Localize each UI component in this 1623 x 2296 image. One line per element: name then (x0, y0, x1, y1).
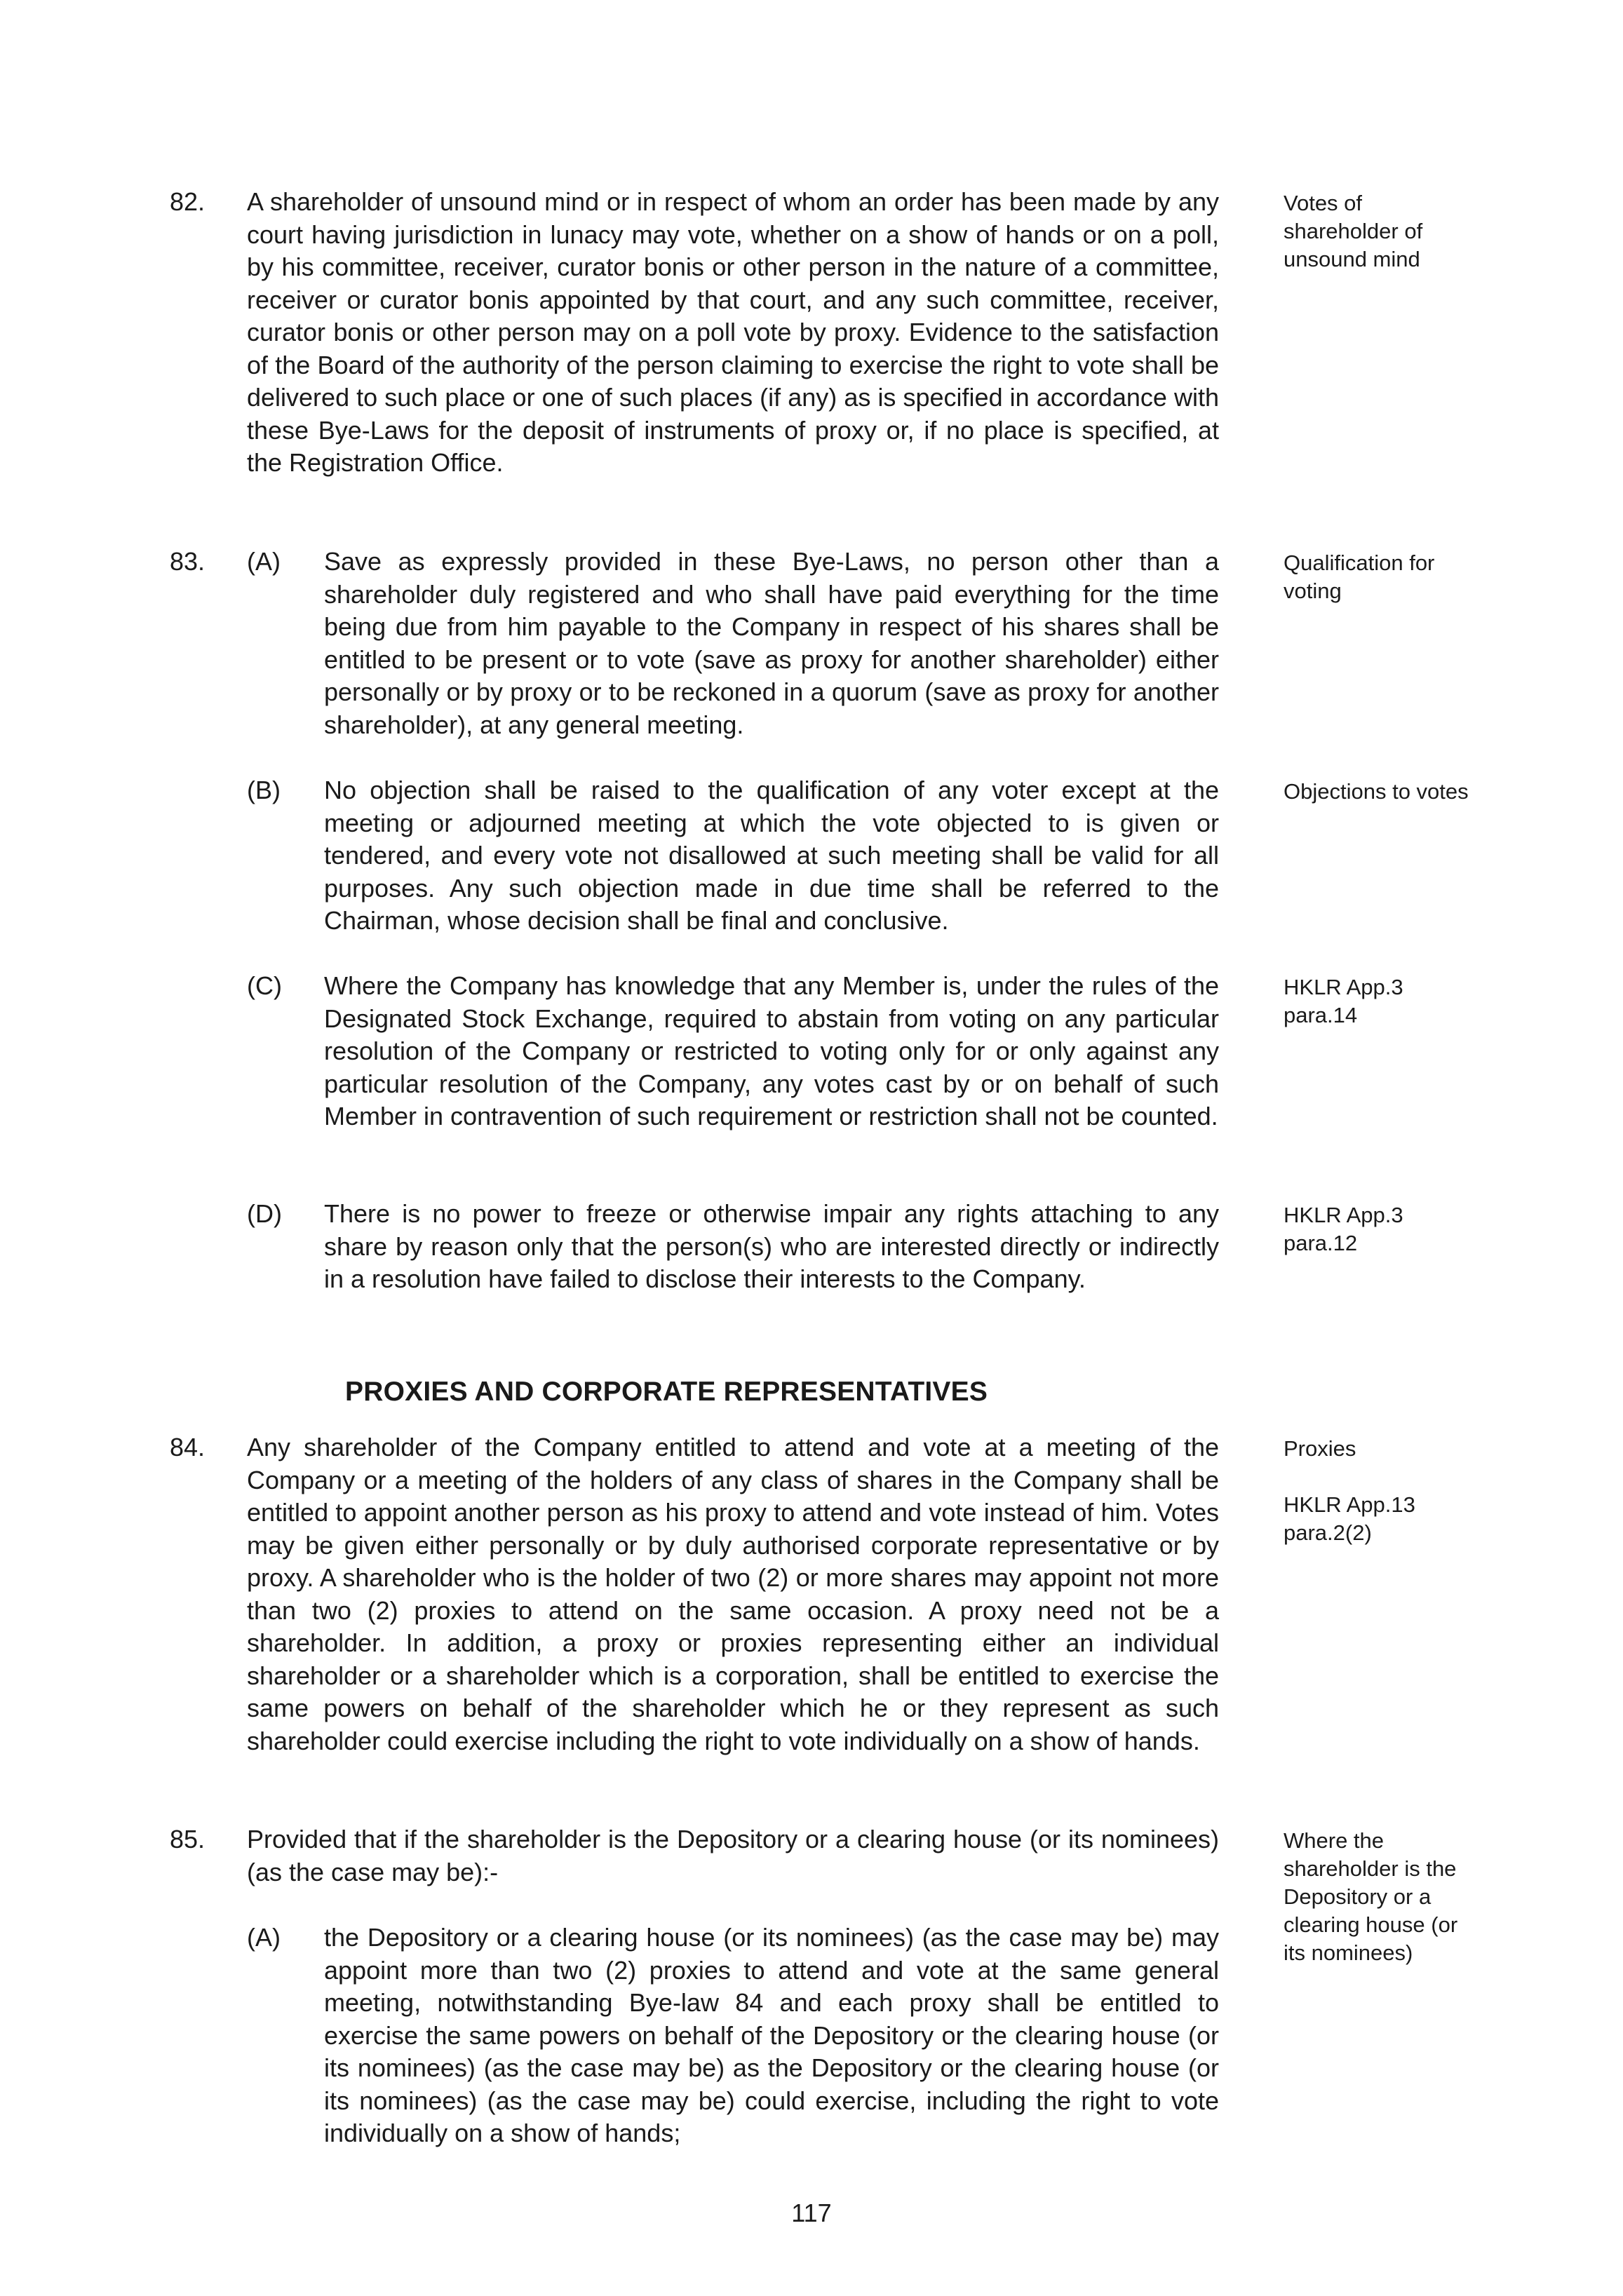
margin-note (1284, 1435, 1473, 1547)
clause-text: A shareholder of unsound mind or in respect of whom an order has been made by any court having jurisdiction in lunacy may vote, whether on a show of hands or on a poll, by his committee, receiver, curator bonis or other person in the nature of a committee, receiver or curator bonis appointed by that court, and any such committee, receiver, curator bonis or other person may on a poll vote by proxy. Evidence to the satisfaction of the Board of the authority of the person claiming to exercise the right to vote shall be delivered to such place or one of such places (if any) as is specified in accordance with these Bye-Laws for the deposit of instruments of proxy or, if no place is specified, at the Registration Office. (247, 187, 1219, 477)
margin-note: HKLR App.3 para.14 (1284, 975, 1403, 1027)
clause-number: 84. (170, 1433, 206, 1461)
subclause-label: (A) (247, 1923, 281, 1952)
subclause-text: No objection shall be raised to the qualification of any voter except at the meeting or adjourned meeting at which the vote objected to is given or tendered, and every vote not disallowed at such meeting shall be valid for all purposes. Any such objection made in due time shall be referred to the Chairman, whose decision shall be final and conclusive. (324, 776, 1219, 935)
subclause-label: (B) (247, 776, 281, 804)
margin-note: Where the shareholder is the Depository or a clearing house (or its nominees) (1284, 1828, 1458, 1965)
subclause-text: There is no power to freeze or otherwise impair any rights attaching to any share by reason only that the person(s) who are interested directly or indirectly in a resolution have failed to disclose their interests to the Company. (324, 1199, 1219, 1293)
section-heading: PROXIES AND CORPORATE REPRESENTATIVES (345, 1377, 988, 1407)
clause-number: 82. (170, 187, 206, 216)
margin-note: Qualification for voting (1284, 551, 1435, 603)
subclause-label: (A) (247, 547, 281, 576)
margin-note-line: Proxies (1284, 1436, 1356, 1461)
clause-text: Provided that if the shareholder is the Depository or a clearing house (or its nominees) (as the case may be):- (247, 1825, 1219, 1886)
margin-note-line: HKLR App.13 para.2(2) (1284, 1492, 1415, 1545)
clause-number: 85. (170, 1825, 206, 1853)
page-number: 117 (791, 2199, 832, 2227)
subclause-text: Where the Company has knowledge that any Member is, under the rules of the Designated Stock Exchange, required to abstain from voting on any particular resolution of the Company or restricted to voting only for or only against any particular resolution of the Company, any votes cast by or on behalf of such Member in contravention of such requirement or restriction shall not be counted. (324, 971, 1219, 1130)
subclause-text: Save as expressly provided in these Bye-Laws, no person other than a shareholder duly registered and who shall have paid everything for the time being due from him payable to the Company in respect of his shares shall be entitled to be present or to vote (save as proxy for another shareholder) either personally or by proxy or to be reckoned in a quorum (save as proxy for another shareholder), at any general meeting. (324, 547, 1219, 739)
spacer (1284, 1463, 1473, 1491)
margin-note: Votes of shareholder of unsound mind (1284, 191, 1423, 271)
margin-note: HKLR App.3 para.12 (1284, 1203, 1403, 1255)
subclause-text: the Depository or a clearing house (or its nominees) (as the case may be) may appoint more than two (2) proxies to attend and vote at the same general meeting, notwithstanding Bye-law 84 and each proxy shall be entitled to exercise the same powers on behalf of the Depository or the clearing house (or its nominees) (as the case may be) as the Depository or the clearing house (or its nominees) (as the case may be) could exercise, including the right to vote individually on a show of hands; (324, 1923, 1219, 2147)
subclause-label: (D) (247, 1199, 282, 1228)
subclause-label: (C) (247, 971, 282, 1000)
margin-note: Objections to votes (1284, 779, 1469, 804)
clause-text: Any shareholder of the Company entitled to attend and vote at a meeting of the Company or a meeting of the holders of any class of shares in the Company shall be entitled to appoint another person as his proxy to attend and vote instead of him. Votes may be given either personally or by duly authorised corporate representative or by proxy. A shareholder who is the holder of two (2) or more shares may appoint not more than two (2) proxies to attend on the same occasion. A proxy need not be a shareholder. In addition, a proxy or proxies representing either an individual shareholder or a shareholder which is a corporation, shall be entitled to exercise the same powers on behalf of the shareholder which he or they represent as such shareholder could exercise including the right to vote individually on a show of hands. (247, 1433, 1219, 1755)
clause-number: 83. (170, 547, 206, 576)
